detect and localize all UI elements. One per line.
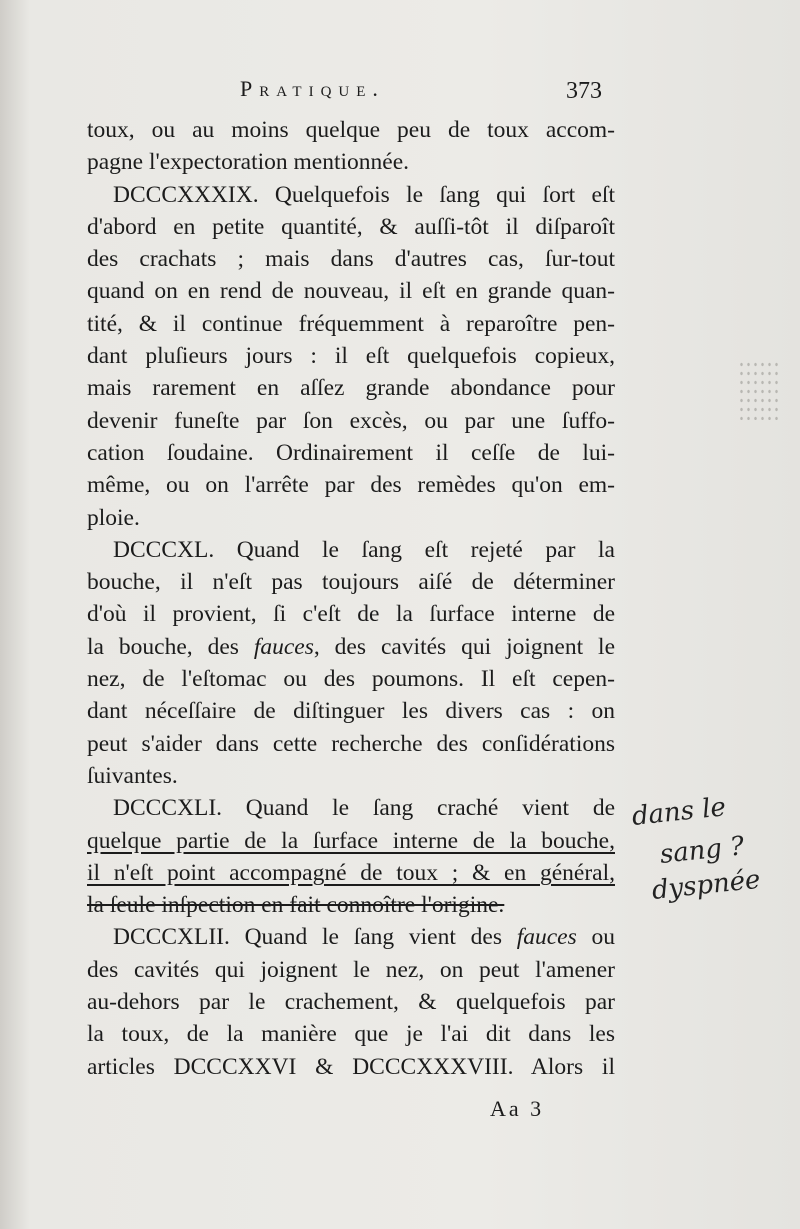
- text-line: DCCCXLII. Quand le ſang vient des fauces ou: [113, 924, 616, 951]
- text-line: d'abord en petite quantité, & auſſi-tôt il diſparoît: [87, 213, 615, 240]
- text-line: même, ou on l'arrête par des remèdes qu'on em-: [87, 472, 615, 499]
- text-line: DCCCXXXIX. Quelquefois le ſang qui ſort eſt: [113, 181, 615, 208]
- text-line: peut s'aider dans cette recherche des conſidérations: [87, 730, 615, 757]
- text-line: DCCCXLI. Quand le ſang craché vient de: [113, 795, 615, 822]
- running-title: Pratique.: [240, 76, 385, 101]
- text-line: devenir funeſte par ſon excès, ou par une ſuffo-: [87, 407, 615, 434]
- text-line: articles DCCCXXVI & DCCCXXXVIII. Alors il: [87, 1053, 615, 1080]
- text-line: la bouche, des fauces, des cavités qui joignent le: [87, 633, 615, 660]
- text-line: nez, de l'eſtomac ou des poumons. Il eſt cepen-: [87, 666, 615, 693]
- text-line: des crachats ; mais dans d'autres cas, ſur-tout: [87, 246, 615, 273]
- text-line: d'où il provient, ſi c'eſt de la ſurface interne de: [87, 601, 615, 628]
- text-line: bouche, il n'eſt pas toujours aiſé de déterminer: [87, 569, 615, 596]
- text-line: toux, ou au moins quelque peu de toux accom-: [87, 117, 615, 143]
- text-line: dant pluſieurs jours : il eſt quelquefois copieux,: [87, 343, 615, 370]
- text-line: quelque partie de la ſurface interne de la bouche,: [87, 827, 615, 854]
- text-line: DCCCXL. Quand le ſang eſt rejeté par la: [113, 536, 615, 563]
- margin-note: sang ?: [658, 831, 746, 870]
- body-text: [87, 114, 615, 1083]
- text-line: la toux, de la manière que je l'ai dit dans les: [87, 1021, 615, 1048]
- signature-mark: Aa 3: [490, 1096, 545, 1121]
- text-line: la ſeule inſpection en fait connoître l'origine.: [87, 892, 505, 919]
- text-line: au-dehors par le crachement, & quelquefois par: [87, 989, 615, 1016]
- page-number: 373: [566, 78, 602, 104]
- text-line: pagne l'expectoration mentionnée.: [87, 149, 410, 176]
- page-header: [0, 76, 800, 110]
- italic-word: fauces: [516, 924, 577, 951]
- text-line: des cavités qui joignent le nez, on peut l'amener: [87, 956, 615, 983]
- paper-specks: [738, 360, 778, 420]
- text-line: mais rarement en aſſez grande abondance pour: [87, 375, 615, 402]
- text-line: cation ſoudaine. Ordinairement il ceſſe de lui-: [87, 439, 615, 466]
- margin-note: dans le: [630, 792, 728, 832]
- margin-note: dyspnée: [650, 864, 762, 906]
- text-line: quand on en rend de nouveau, il eſt en grande quan-: [87, 278, 615, 305]
- text-line: ſuivantes.: [87, 762, 178, 789]
- text-line: ploie.: [87, 504, 140, 531]
- text-line: tité, & il continue fréquemment à reparoître pen-: [87, 310, 615, 337]
- text-line: dant néceſſaire de diſtinguer les divers cas : on: [87, 698, 615, 725]
- italic-word: fauces: [253, 633, 314, 660]
- text-line: il n'eſt point accompagné de toux ; & en général,: [87, 859, 615, 886]
